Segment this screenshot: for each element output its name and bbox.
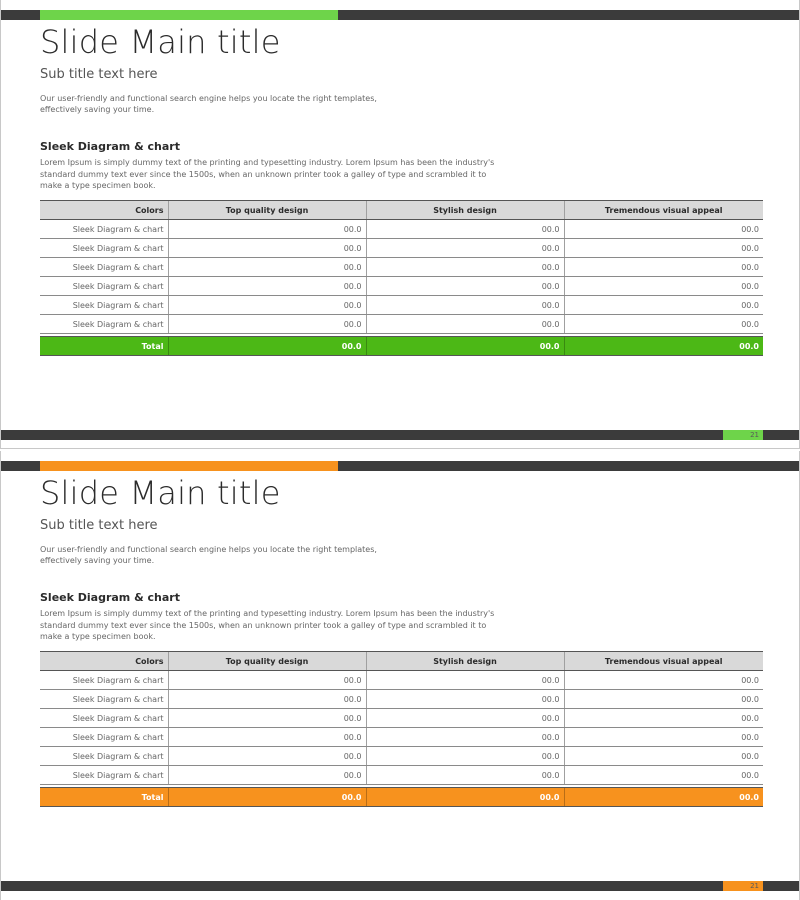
header-cell-colors: Colors — [40, 652, 168, 671]
row-label: Sleek Diagram & chart — [40, 766, 168, 785]
bottom-bar — [1, 430, 799, 440]
total-cell: 00.0 — [564, 788, 763, 807]
slide-subtitle: Sub title text here — [40, 518, 158, 533]
table-cell: 00.0 — [564, 296, 763, 315]
row-label: Sleek Diagram & chart — [40, 220, 168, 239]
table-cell: 00.0 — [564, 709, 763, 728]
total-cell: 00.0 — [168, 337, 366, 356]
total-cell: 00.0 — [366, 788, 564, 807]
table-row — [40, 747, 763, 766]
table-header-row — [40, 201, 763, 220]
row-label: Sleek Diagram & chart — [40, 728, 168, 747]
table-cell: 00.0 — [168, 258, 366, 277]
row-label: Sleek Diagram & chart — [40, 258, 168, 277]
table-cell: 00.0 — [168, 315, 366, 334]
table-cell: 00.0 — [168, 690, 366, 709]
header-cell: Tremendous visual appeal — [564, 201, 763, 220]
row-label: Sleek Diagram & chart — [40, 747, 168, 766]
row-label: Sleek Diagram & chart — [40, 277, 168, 296]
row-label: Sleek Diagram & chart — [40, 296, 168, 315]
body-line: standard dummy text ever since the 1500s, when an unknown printer took a galley of type and scrambled it to — [40, 620, 487, 630]
total-cell: 00.0 — [168, 788, 366, 807]
body-line: make a type specimen book. — [40, 181, 156, 190]
intro-text — [40, 93, 400, 115]
table-row — [40, 315, 763, 334]
table-cell: 00.0 — [366, 220, 564, 239]
table-cell: 00.0 — [366, 296, 564, 315]
top-accent-bar — [40, 10, 338, 20]
table-cell: 00.0 — [564, 690, 763, 709]
table-cell: 00.0 — [168, 747, 366, 766]
table-row — [40, 766, 763, 785]
table-cell: 00.0 — [564, 277, 763, 296]
table-row — [40, 709, 763, 728]
table-cell: 00.0 — [366, 766, 564, 785]
data-table — [40, 200, 763, 356]
header-cell-colors: Colors — [40, 201, 168, 220]
table-total-row — [40, 788, 763, 807]
data-table — [40, 651, 763, 807]
row-label: Sleek Diagram & chart — [40, 239, 168, 258]
table-cell: 00.0 — [168, 766, 366, 785]
table-cell: 00.0 — [564, 258, 763, 277]
intro-line: Our user-friendly and functional search engine helps you locate the right templates, — [40, 94, 377, 103]
table-row — [40, 239, 763, 258]
table-header-row — [40, 652, 763, 671]
total-cell: 00.0 — [564, 337, 763, 356]
slide-title: Slide Main title — [40, 474, 281, 512]
page-number: 21 — [723, 430, 763, 440]
slide-2 — [0, 451, 800, 900]
total-label: Total — [40, 337, 168, 356]
row-label: Sleek Diagram & chart — [40, 671, 168, 690]
slide-title: Slide Main title — [40, 23, 281, 61]
body-line: make a type specimen book. — [40, 632, 156, 641]
page-number: 21 — [723, 881, 763, 891]
table-total-row — [40, 337, 763, 356]
row-label: Sleek Diagram & chart — [40, 709, 168, 728]
table-cell: 00.0 — [366, 239, 564, 258]
row-label: Sleek Diagram & chart — [40, 690, 168, 709]
table-cell: 00.0 — [564, 747, 763, 766]
table-cell: 00.0 — [168, 239, 366, 258]
table-cell: 00.0 — [564, 220, 763, 239]
body-text — [40, 608, 510, 643]
table-cell: 00.0 — [366, 690, 564, 709]
table-cell: 00.0 — [168, 709, 366, 728]
total-label: Total — [40, 788, 168, 807]
body-line: standard dummy text ever since the 1500s, when an unknown printer took a galley of type and scrambled it to — [40, 169, 487, 179]
table-cell: 00.0 — [168, 671, 366, 690]
table-cell: 00.0 — [168, 277, 366, 296]
slide-subtitle: Sub title text here — [40, 67, 158, 82]
table-cell: 00.0 — [366, 277, 564, 296]
body-line: Lorem Ipsum is simply dummy text of the printing and typesetting industry. Lorem Ipsum has been the industry's — [40, 158, 495, 167]
table-cell: 00.0 — [564, 239, 763, 258]
table-cell: 00.0 — [366, 747, 564, 766]
table-row — [40, 671, 763, 690]
table-row — [40, 728, 763, 747]
header-cell: Stylish design — [366, 652, 564, 671]
table-cell: 00.0 — [168, 728, 366, 747]
table-row — [40, 296, 763, 315]
top-accent-bar — [40, 461, 338, 471]
header-cell: Stylish design — [366, 201, 564, 220]
table-cell: 00.0 — [564, 728, 763, 747]
table-cell: 00.0 — [366, 709, 564, 728]
table-cell: 00.0 — [366, 315, 564, 334]
header-cell: Top quality design — [168, 652, 366, 671]
total-cell: 00.0 — [366, 337, 564, 356]
intro-text — [40, 544, 400, 566]
body-text — [40, 157, 510, 192]
section-heading: Sleek Diagram & chart — [40, 591, 180, 604]
table-cell: 00.0 — [564, 766, 763, 785]
table-cell: 00.0 — [168, 296, 366, 315]
table-row — [40, 220, 763, 239]
bottom-bar — [1, 881, 799, 891]
table-cell: 00.0 — [564, 671, 763, 690]
table-row — [40, 277, 763, 296]
table-row — [40, 690, 763, 709]
row-label: Sleek Diagram & chart — [40, 315, 168, 334]
header-cell: Tremendous visual appeal — [564, 652, 763, 671]
header-cell: Top quality design — [168, 201, 366, 220]
slide-1 — [0, 0, 800, 449]
intro-line: effectively saving your time. — [40, 105, 155, 114]
section-heading: Sleek Diagram & chart — [40, 140, 180, 153]
table-cell: 00.0 — [168, 220, 366, 239]
table-cell: 00.0 — [366, 671, 564, 690]
table-row — [40, 258, 763, 277]
table-cell: 00.0 — [564, 315, 763, 334]
body-line: Lorem Ipsum is simply dummy text of the printing and typesetting industry. Lorem Ipsum has been the industry's — [40, 609, 495, 618]
intro-line: effectively saving your time. — [40, 556, 155, 565]
table-cell: 00.0 — [366, 258, 564, 277]
table-cell: 00.0 — [366, 728, 564, 747]
intro-line: Our user-friendly and functional search engine helps you locate the right templates, — [40, 545, 377, 554]
